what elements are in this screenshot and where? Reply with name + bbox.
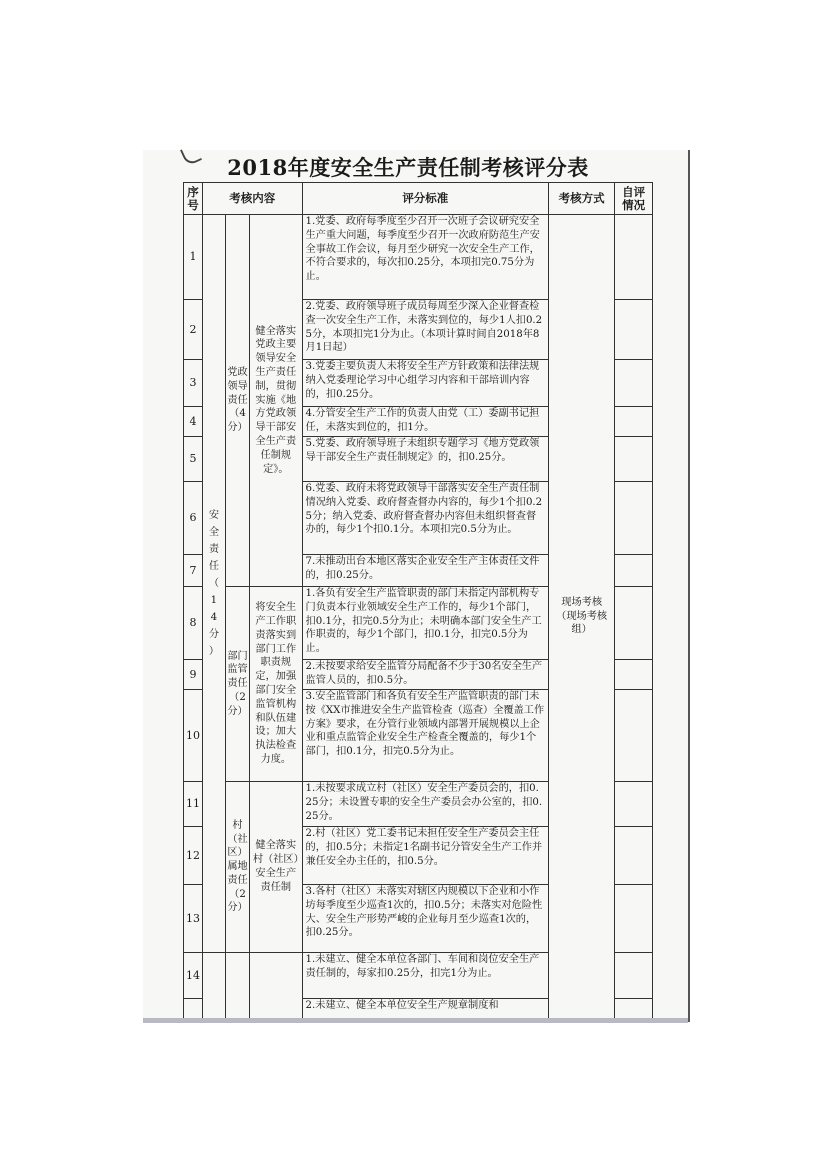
header-standard: 评分标准 — [302, 183, 549, 215]
category-cell — [202, 215, 225, 953]
category-char: （ — [208, 578, 219, 589]
document-photo — [143, 150, 690, 1022]
group-name-next — [225, 953, 249, 1019]
category-char: 分 — [208, 629, 219, 640]
photo-bottom-edge — [143, 1018, 688, 1023]
category-char: 任 — [208, 561, 219, 572]
self-eval-cell[interactable] — [615, 482, 653, 555]
standard-cell: 1.各负有安全生产监管职责的部门未指定内部机构专门负责本行业领域安全生产工作的，每少1个部门，扣0.1分，扣完0.5分为止；未明确本部门安全生产工作职责的，每少1个部门，扣0.1分，扣完0.5分为止。 — [302, 587, 549, 660]
method-cell: 现场考核（现场考核组） — [549, 215, 615, 1019]
row-number: 10 — [184, 690, 203, 782]
row-number: 6 — [184, 482, 203, 555]
standard-cell: 5.党委、政府领导班子未组织专题学习《地方党政领导干部安全生产责任制规定》的，扣0.25分。 — [302, 437, 549, 482]
category-char: 全 — [208, 527, 219, 538]
self-eval-cell[interactable] — [615, 555, 653, 587]
standard-cell: 2.党委、政府领导班子成员每周至少深入企业督查检查一次安全生产工作，未落实到位的，每少1人扣0.25分，本项扣完1分为止。（本项计算时间自2018年8月1日起） — [302, 300, 549, 360]
table-row — [184, 215, 653, 300]
standard-cell: 6.党委、政府未将党政领导干部落实安全生产责任制情况纳入党委、政府督查督办内容的，每少1个扣0.25分；纳入党委、政府督查督办内容但未组织督查督办的，每少1个扣0.1分。本项扣完0.5分为止。 — [302, 482, 549, 555]
self-eval-cell[interactable] — [615, 953, 653, 999]
header-method: 考核方式 — [549, 183, 615, 215]
standard-cell: 2.未建立、健全本单位安全生产规章制度和 — [302, 999, 549, 1019]
group-key-next — [250, 953, 302, 1019]
score-table — [183, 182, 653, 1019]
self-eval-cell[interactable] — [615, 827, 653, 885]
standard-cell: 4.分管安全生产工作的负责人由党（工）委副书记担任，未落实到位的，扣1分。 — [302, 407, 549, 437]
category-char: 1 — [210, 595, 218, 606]
self-eval-cell[interactable] — [615, 407, 653, 437]
standard-cell: 1.未按要求成立村（社区）安全生产委员会的，扣0.25分；未设置专职的安全生产委员会办公室的，扣0.25分。 — [302, 782, 549, 827]
row-number: 12 — [184, 827, 203, 885]
self-eval-cell[interactable] — [615, 587, 653, 660]
header-row — [184, 183, 653, 215]
header-self: 自评情况 — [615, 183, 653, 215]
self-eval-cell[interactable] — [615, 437, 653, 482]
category-cell-next — [202, 953, 225, 1019]
group-name-2: 部门监管责任（2分） — [225, 587, 249, 782]
self-eval-cell[interactable] — [615, 999, 653, 1019]
row-number: 4 — [184, 407, 203, 437]
standard-cell: 7.未推动出台本地区落实企业安全生产主体责任文件的，扣0.25分。 — [302, 555, 549, 587]
standard-cell: 2.未按要求给安全监管分局配备不少于30名安全生产监管人员的，扣0.5分。 — [302, 660, 549, 690]
category-char: 责 — [208, 544, 219, 555]
row-number: 3 — [184, 360, 203, 407]
group-key-3: 健全落实村（社区）安全生产责任制 — [250, 782, 302, 953]
group-name-3: 村（社区）属地责任（2分） — [225, 782, 249, 953]
self-eval-cell[interactable] — [615, 360, 653, 407]
header-no: 序号 — [184, 183, 203, 215]
row-number — [184, 999, 203, 1019]
row-number: 14 — [184, 953, 203, 999]
group-key-1: 健全落实党政主要领导安全生产责任制，贯彻实施《地方党政领导干部安全生产责任制规定》。 — [250, 215, 302, 587]
self-eval-cell[interactable] — [615, 215, 653, 300]
group-name-1: 党政领导责任（4分） — [225, 215, 249, 587]
row-number: 5 — [184, 437, 203, 482]
category-char: ） — [208, 646, 219, 657]
standard-cell: 3.党委主要负责人未将安全生产方针政策和法律法规纳入党委理论学习中心组学习内容和干部培训内容的，扣0.25分。 — [302, 360, 549, 407]
row-number: 8 — [184, 587, 203, 660]
standard-cell: 1.未建立、健全本单位各部门、车间和岗位安全生产责任制的，每家扣0.25分，扣完1分为止。 — [302, 953, 549, 999]
self-eval-cell[interactable] — [615, 690, 653, 782]
row-number: 2 — [184, 300, 203, 360]
self-eval-cell[interactable] — [615, 782, 653, 827]
self-eval-cell[interactable] — [615, 660, 653, 690]
self-eval-cell[interactable] — [615, 885, 653, 953]
standard-cell: 3.安全监管部门和各负有安全生产监管职责的部门未按《XX市推进安全生产监管检查（巡查）全覆盖工作方案》要求，在分管行业领域内部署开展规模以上企业和重点监管企业安全生产检查全覆盖的，每少1个部门，扣0.1分，扣完0.5分为止。 — [302, 690, 549, 782]
row-number: 13 — [184, 885, 203, 953]
row-number: 11 — [184, 782, 203, 827]
standard-cell: 1.党委、政府每季度至少召开一次班子会议研究安全生产重大问题，每季度至少召开一次政府防范生产安全事故工作会议，每月至少研究一次安全生产工作，不符合要求的，每次扣0.25分，本项扣完0.75分为止。 — [302, 215, 549, 300]
group-key-2: 将安全生产工作职责落实到部门工作职责规定，加强部门安全监管机构和队伍建设；加大执法检查力度。 — [250, 587, 302, 782]
category-char: 安 — [208, 510, 219, 521]
standard-cell: 3.各村（社区）未落实对辖区内规模以下企业和小作坊每季度至少巡查1次的，扣0.5分；未落实对危险性大、安全生产形势严峻的企业每月至少巡查1次的，扣0.25分。 — [302, 885, 549, 953]
self-eval-cell[interactable] — [615, 300, 653, 360]
row-number: 9 — [184, 660, 203, 690]
category-char: 4 — [210, 612, 218, 623]
document-title: 2018年度安全生产责任制考核评分表 — [227, 155, 589, 180]
header-content: 考核内容 — [202, 183, 302, 215]
row-number: 7 — [184, 555, 203, 587]
standard-cell: 2.村（社区）党工委书记未担任安全生产委员会主任的，扣0.5分；未指定1名副书记分管安全生产工作并兼任安全办主任的，扣0.5分。 — [302, 827, 549, 885]
row-number: 1 — [184, 215, 203, 300]
